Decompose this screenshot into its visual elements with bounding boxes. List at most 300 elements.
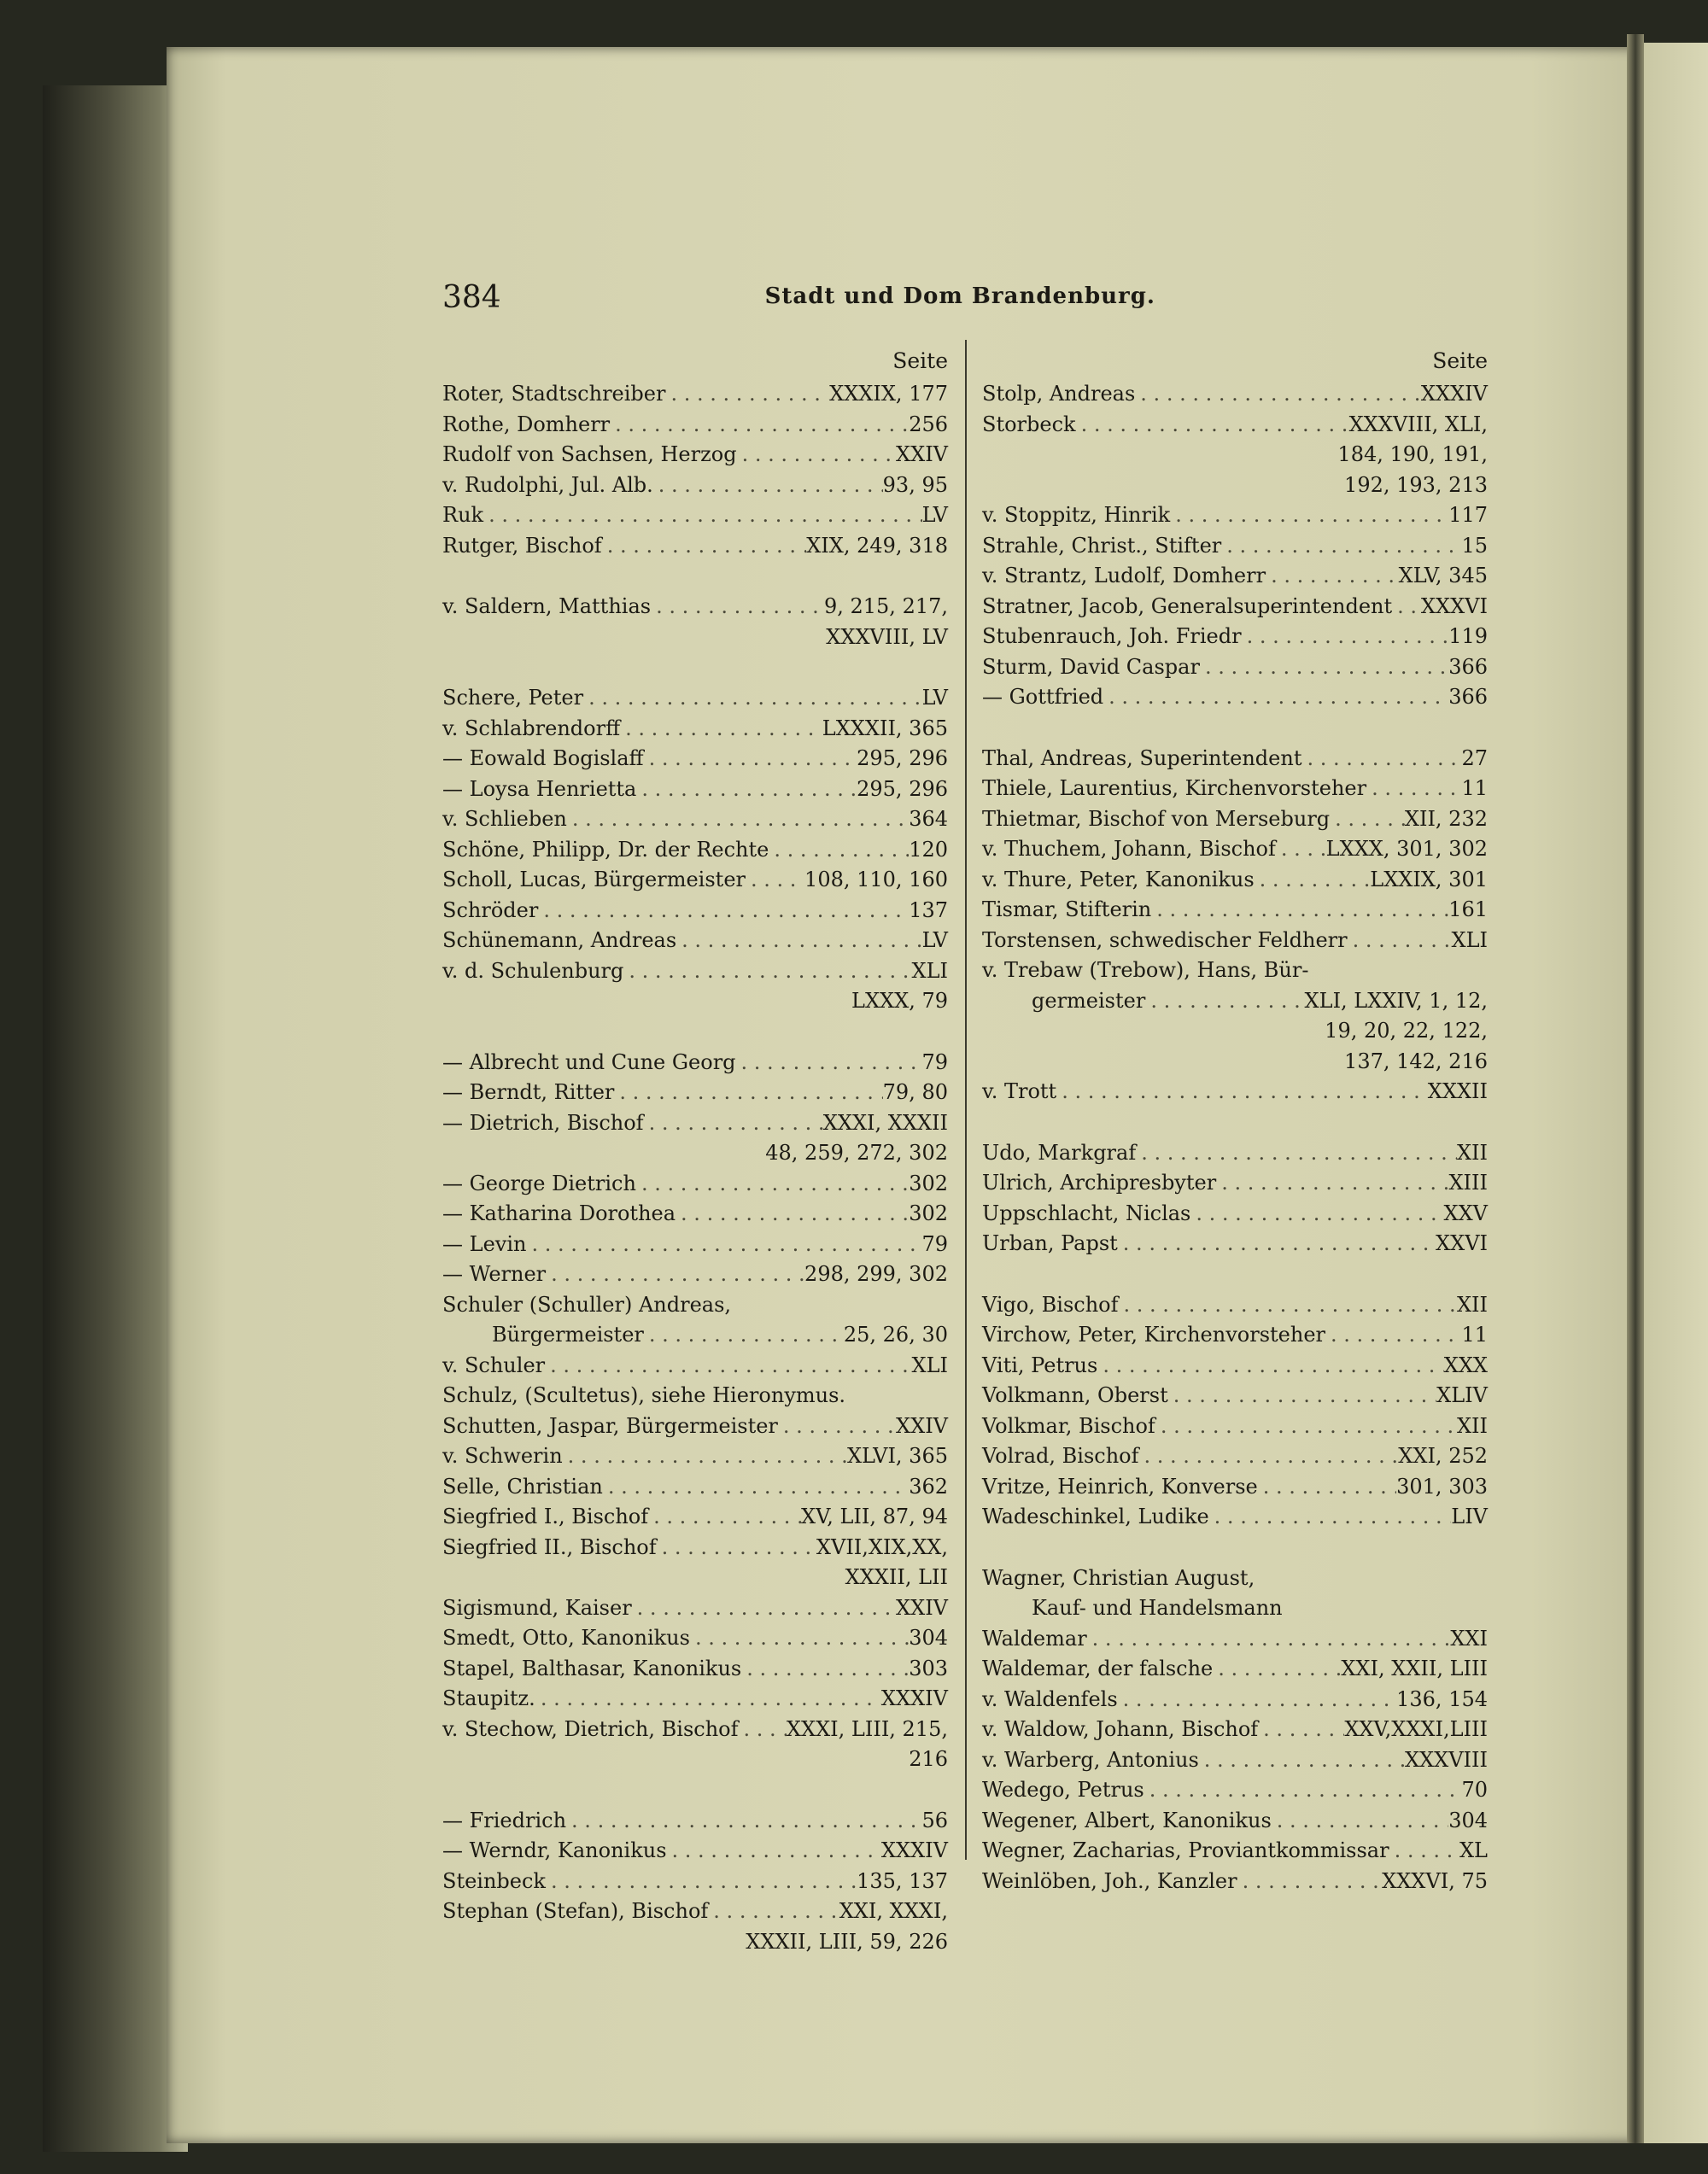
index-entry xyxy=(442,1684,948,1715)
leader-dots xyxy=(602,531,807,562)
section-gap xyxy=(982,1533,1488,1563)
index-entry xyxy=(982,379,1488,410)
entry-name: Wedego, Petrus xyxy=(982,1778,1144,1802)
entry-name: — Dietrich, Bischof xyxy=(442,1110,644,1135)
leader-dots xyxy=(1258,1472,1396,1503)
entry-line xyxy=(982,1472,1488,1503)
leader-dots xyxy=(1097,1351,1443,1382)
entry-list xyxy=(442,379,948,1957)
page-references: 79 xyxy=(921,1049,948,1074)
page-references: 117 xyxy=(1448,503,1488,527)
entry-name: Schöne, Philipp, Dr. der Rechte xyxy=(442,837,769,862)
entry-name: Bürgermeister xyxy=(492,1323,644,1347)
entry-line xyxy=(982,1290,1488,1321)
page-references: XXXIV xyxy=(880,1686,948,1710)
entry-name: v. Schuler xyxy=(442,1353,546,1377)
entry-line xyxy=(982,1138,1488,1169)
index-entry xyxy=(442,531,948,562)
index-entry xyxy=(442,1441,948,1472)
entry-line xyxy=(442,1593,948,1624)
entry-name: — Werndr, Kanonikus xyxy=(442,1838,667,1862)
page-references: 304 xyxy=(909,1626,948,1650)
leader-dots xyxy=(483,500,922,531)
index-entry xyxy=(442,804,948,835)
leader-dots xyxy=(1168,1381,1436,1411)
entry-name: germeister xyxy=(1032,988,1146,1013)
entry-line xyxy=(982,1381,1488,1411)
index-entry xyxy=(982,1472,1488,1503)
leader-dots xyxy=(1301,744,1461,774)
entry-line xyxy=(982,804,1488,835)
leader-dots xyxy=(1135,379,1421,410)
entry-line xyxy=(982,1563,1488,1594)
entry-line xyxy=(442,592,948,622)
leader-dots xyxy=(1118,1685,1396,1715)
page-references: 298, 299, 302 xyxy=(804,1262,948,1286)
index-entry xyxy=(982,1077,1488,1107)
index-entry xyxy=(982,1775,1488,1806)
index-entry xyxy=(442,1502,948,1533)
seite-label: Seite xyxy=(892,348,948,373)
page-references: 366 xyxy=(1448,654,1488,679)
entry-name: — George Dietrich xyxy=(442,1171,636,1195)
page-references: XVII,XIX,XX, xyxy=(816,1534,948,1559)
entry-name: Wadeschinkel, Ludike xyxy=(982,1505,1209,1528)
page-references: 161 xyxy=(1448,897,1488,921)
index-entry xyxy=(982,1806,1488,1837)
leader-dots xyxy=(1237,1867,1383,1897)
entry-name: Scholl, Lucas, Bürgermeister xyxy=(442,868,746,891)
leader-dots xyxy=(546,1259,804,1290)
leader-dots xyxy=(1155,1411,1457,1442)
page-references: 364 xyxy=(909,807,948,831)
entry-name: Steinbeck xyxy=(442,1868,546,1893)
entry-line xyxy=(442,1230,948,1260)
entry-name: Wegener, Albert, Kanonikus xyxy=(982,1808,1272,1832)
entry-line xyxy=(982,865,1488,896)
index-entry xyxy=(982,804,1488,835)
index-entry xyxy=(442,1715,948,1775)
entry-line xyxy=(982,682,1488,713)
entry-line xyxy=(442,470,948,501)
leader-dots xyxy=(636,1169,909,1200)
leader-dots xyxy=(1136,1138,1457,1169)
index-entry xyxy=(982,895,1488,926)
page-references: 11 xyxy=(1461,1323,1488,1347)
index-entry xyxy=(982,744,1488,774)
entry-line xyxy=(982,774,1488,804)
index-column-right xyxy=(982,348,1488,1896)
index-entry xyxy=(982,1502,1488,1533)
page-references: XXXVI xyxy=(1420,593,1488,618)
entry-name: Urban, Papst xyxy=(982,1231,1118,1255)
leader-dots xyxy=(769,835,909,866)
index-entry xyxy=(982,1199,1488,1230)
page-references: 295, 296 xyxy=(857,776,948,801)
entry-line xyxy=(982,500,1488,531)
index-entry xyxy=(442,714,948,745)
leader-dots xyxy=(736,1048,922,1078)
leader-dots xyxy=(1103,682,1448,713)
leader-dots xyxy=(1056,1077,1428,1107)
entry-line xyxy=(442,440,948,470)
leader-dots xyxy=(623,956,911,987)
entry-name: Viti, Petrus xyxy=(982,1353,1098,1377)
page-references: 79, 80 xyxy=(882,1080,948,1104)
leader-dots xyxy=(1144,1775,1462,1806)
index-entry xyxy=(982,531,1488,562)
index-entry xyxy=(442,1533,948,1593)
leader-dots xyxy=(1392,592,1421,622)
entry-name: Wagner, Christian August, xyxy=(982,1565,1255,1590)
entry-line xyxy=(982,1077,1488,1107)
entry-name: Uppschlacht, Niclas xyxy=(982,1201,1191,1225)
leader-dots xyxy=(603,1472,909,1503)
entry-name: Waldemar, der falsche xyxy=(982,1657,1214,1680)
page-references: XXI, XXXI, xyxy=(839,1899,948,1923)
entry-line xyxy=(982,956,1488,986)
entry-line xyxy=(982,592,1488,622)
leader-dots xyxy=(1330,804,1405,835)
entry-line xyxy=(982,1867,1488,1897)
references-continuation: XXXII, LIII, 59, 226 xyxy=(746,1929,948,1954)
page-references: XIX, 249, 318 xyxy=(806,533,948,558)
index-entry xyxy=(982,1563,1488,1594)
section-gap xyxy=(442,652,948,683)
section-gap xyxy=(442,561,948,592)
index-entry xyxy=(982,410,1488,501)
page-references: XLV, 345 xyxy=(1398,564,1488,587)
page-references: 304 xyxy=(1448,1808,1488,1832)
page-references: LV xyxy=(921,686,948,710)
leader-dots xyxy=(737,440,896,470)
index-entry xyxy=(442,592,948,652)
entry-line xyxy=(442,1320,948,1351)
entry-name: v. Waldenfels xyxy=(982,1686,1118,1711)
entry-name: Sturm, David Caspar xyxy=(982,654,1200,679)
page-references: XXXIX, 177 xyxy=(829,382,948,406)
page-references: XXV,XXXI,LIII xyxy=(1344,1717,1488,1741)
entry-line xyxy=(982,986,1488,1017)
page-references: LIV xyxy=(1451,1505,1488,1528)
entry-name: Stephan (Stefan), Bischof xyxy=(442,1899,709,1923)
index-entry xyxy=(982,500,1488,531)
index-entry xyxy=(442,1411,948,1442)
entry-line xyxy=(442,379,948,410)
page-references: XV, LII, 87, 94 xyxy=(801,1505,948,1528)
entry-name: Siegfried II., Bischof xyxy=(442,1534,657,1559)
entry-line xyxy=(442,774,948,805)
leader-dots xyxy=(546,1867,857,1897)
page-references: XLI, LXXIV, 1, 12, xyxy=(1304,988,1488,1013)
entry-name: Stapel, Balthasar, Kanonikus xyxy=(442,1656,742,1680)
entry-line xyxy=(442,744,948,774)
entry-line xyxy=(442,1896,948,1927)
leader-dots xyxy=(1242,622,1449,652)
entry-name: v. Warberg, Antonius xyxy=(982,1747,1199,1772)
leader-dots xyxy=(1076,410,1349,441)
entry-name: Wegner, Zacharias, Proviantkommissar xyxy=(982,1838,1389,1862)
index-entry xyxy=(442,1290,948,1321)
entry-list xyxy=(982,379,1488,1896)
page-references: 27 xyxy=(1461,745,1488,770)
entry-line xyxy=(442,896,948,926)
index-entry xyxy=(982,561,1488,592)
entry-line xyxy=(982,744,1488,774)
page-references: LV xyxy=(921,503,948,527)
entry-name: v. Strantz, Ludolf, Domherr xyxy=(982,564,1266,587)
entry-name: — Katharina Dorothea xyxy=(442,1201,676,1225)
entry-name: v. Schlieben xyxy=(442,807,567,831)
page-references: XXXVI, 75 xyxy=(1382,1868,1488,1893)
index-entry xyxy=(982,1745,1488,1776)
entry-line xyxy=(442,1259,948,1290)
seite-label: Seite xyxy=(1432,348,1488,373)
leader-dots xyxy=(1389,1836,1459,1867)
entry-name: Tismar, Stifterin xyxy=(982,897,1152,921)
index-entry xyxy=(442,410,948,441)
page-references: XXXVIII, XLI, xyxy=(1348,412,1488,436)
references-continuation: 216 xyxy=(909,1747,948,1771)
leader-dots xyxy=(526,1230,921,1260)
leader-dots xyxy=(566,1806,921,1837)
leader-dots xyxy=(535,1684,881,1715)
index-entry xyxy=(442,1836,948,1867)
page-references: XII xyxy=(1456,1140,1488,1165)
entry-name: v. Rudolphi, Jul. Alb. xyxy=(442,472,653,497)
leader-dots xyxy=(1200,652,1448,683)
index-entry xyxy=(982,652,1488,683)
entry-name: Volrad, Bischof xyxy=(982,1444,1139,1468)
entry-line xyxy=(442,804,948,835)
index-entry xyxy=(442,835,948,866)
entry-name: Rutger, Bischof xyxy=(442,533,602,558)
entry-line xyxy=(982,1351,1488,1382)
page-references: 366 xyxy=(1448,685,1488,709)
leader-dots xyxy=(1255,865,1371,896)
entry-name: v. Saldern, Matthias xyxy=(442,594,652,618)
entry-line xyxy=(442,1836,948,1867)
page-references: XXXVIII xyxy=(1404,1747,1488,1772)
index-entry xyxy=(442,865,948,896)
page-references: XXIV xyxy=(896,442,948,466)
entry-name: Siegfried I., Bischof xyxy=(442,1505,649,1528)
references-continuation: LXXX, 79 xyxy=(851,989,948,1013)
index-entry xyxy=(442,1108,948,1169)
entry-name: v. Schwerin xyxy=(442,1444,563,1468)
page-references: XXXI, LIII, 215, xyxy=(786,1716,948,1741)
page-references: XLI xyxy=(1451,927,1488,952)
page-references: XXIV xyxy=(896,1413,948,1438)
page-references: XII xyxy=(1456,1292,1488,1317)
page-references: XLVI, 365 xyxy=(846,1444,948,1468)
entry-name: Ruk xyxy=(442,503,484,527)
section-gap xyxy=(442,1017,948,1048)
index-entry xyxy=(982,926,1488,956)
page-references: 15 xyxy=(1461,533,1488,558)
page-references: 93, 95 xyxy=(882,472,948,497)
entry-line xyxy=(442,1684,948,1715)
references-continuation: 137, 142, 216 xyxy=(1344,1049,1488,1073)
page-references: 25, 26, 30 xyxy=(843,1323,948,1347)
entry-name: v. Thuchem, Johann, Bischof xyxy=(982,837,1276,861)
entry-line xyxy=(442,1078,948,1108)
index-entry xyxy=(442,926,948,956)
leader-dots xyxy=(1366,774,1461,804)
leader-dots xyxy=(746,865,804,896)
index-entry xyxy=(442,440,948,470)
entry-name: v. Thure, Peter, Kanonikus xyxy=(982,867,1255,891)
references-continuation: 48, 259, 272, 302 xyxy=(765,1141,948,1165)
entry-line xyxy=(442,865,948,896)
column-heading xyxy=(442,348,948,379)
entry-line xyxy=(442,1411,948,1442)
entry-name: Volkmann, Oberst xyxy=(982,1383,1168,1407)
index-entry xyxy=(442,956,948,1017)
entry-name: Thietmar, Bischof von Merseburg xyxy=(982,806,1331,831)
index-entry xyxy=(442,1623,948,1654)
index-column-left xyxy=(442,348,948,1957)
index-entry xyxy=(442,1169,948,1200)
index-entry xyxy=(982,834,1488,865)
index-entry xyxy=(982,1320,1488,1351)
page-references: XLI xyxy=(911,958,948,983)
leader-dots xyxy=(648,1502,801,1533)
index-entry xyxy=(442,1259,948,1290)
leader-dots xyxy=(583,683,922,714)
index-entry xyxy=(982,1411,1488,1442)
entry-name: v. Stoppitz, Hinrik xyxy=(982,503,1171,527)
index-entry xyxy=(982,1351,1488,1382)
entry-name: Udo, Markgraf xyxy=(982,1140,1137,1165)
page-references: XII xyxy=(1456,1413,1488,1438)
page-references: LXXX, 301, 302 xyxy=(1325,837,1488,861)
leader-dots xyxy=(1276,834,1326,865)
entry-line xyxy=(982,1229,1488,1259)
page-references: 11 xyxy=(1461,776,1488,800)
entry-name: Schünemann, Andreas xyxy=(442,928,677,952)
entry-name: — Levin xyxy=(442,1231,527,1256)
page-references: XXIV xyxy=(896,1595,948,1620)
page-references: 303 xyxy=(909,1656,948,1680)
entry-line xyxy=(442,714,948,745)
page-references: XXV xyxy=(1443,1201,1488,1225)
index-entry xyxy=(442,1806,948,1837)
entry-name: Schuler (Schuller) Andreas, xyxy=(442,1292,732,1317)
entry-line xyxy=(982,1836,1488,1867)
entry-name: Schröder xyxy=(442,897,539,922)
entry-name: Vigo, Bischof xyxy=(982,1292,1119,1317)
leader-dots xyxy=(644,744,857,774)
entry-line xyxy=(982,1441,1488,1472)
entry-name: Sigismund, Kaiser xyxy=(442,1595,632,1620)
entry-name: — Loysa Henrietta xyxy=(442,776,637,801)
index-entry xyxy=(442,1381,948,1411)
page-references: 137 xyxy=(909,897,948,922)
page-header xyxy=(442,280,1155,314)
entry-name: — Albrecht und Cune Georg xyxy=(442,1049,736,1074)
leader-dots xyxy=(567,804,909,835)
entry-name: v. Schlabrendorff xyxy=(442,716,621,740)
index-entry xyxy=(442,1048,948,1078)
page-references: 301, 303 xyxy=(1396,1474,1488,1499)
page-references: 119 xyxy=(1448,624,1488,648)
page-number: 384 xyxy=(442,280,501,315)
index-entry xyxy=(982,1290,1488,1321)
entry-name: Schere, Peter xyxy=(442,686,584,710)
references-continuation: 184, 190, 191, xyxy=(1337,442,1488,466)
index-entry xyxy=(982,1867,1488,1897)
entry-name: — Berndt, Ritter xyxy=(442,1080,615,1104)
leader-dots xyxy=(644,1108,823,1139)
entry-line xyxy=(982,1685,1488,1715)
leader-dots xyxy=(1087,1624,1451,1655)
page-references: XII, 232 xyxy=(1404,806,1488,831)
entry-name: Kauf- und Handelsmann xyxy=(1032,1596,1283,1620)
index-entry xyxy=(982,1715,1488,1745)
leader-dots xyxy=(644,1320,844,1351)
page-references: 70 xyxy=(1461,1778,1488,1802)
leader-dots xyxy=(538,896,909,926)
entry-line xyxy=(442,1048,948,1078)
leader-dots xyxy=(708,1896,839,1927)
entry-line xyxy=(442,926,948,956)
index-entry xyxy=(982,592,1488,622)
entry-name: Thiele, Laurentius, Kirchenvorsteher xyxy=(982,776,1367,800)
index-entry xyxy=(982,1381,1488,1411)
index-entry xyxy=(442,744,948,774)
entry-line xyxy=(442,1351,948,1382)
leader-dots xyxy=(1266,561,1399,592)
entry-line xyxy=(982,895,1488,926)
index-entry xyxy=(982,622,1488,652)
leader-dots xyxy=(653,470,883,501)
page-references: XXX xyxy=(1443,1353,1488,1377)
entry-name: Stolp, Andreas xyxy=(982,382,1136,406)
index-entry xyxy=(982,1138,1488,1169)
running-title: Stadt und Dom Brandenburg. xyxy=(764,283,1155,309)
references-continuation: 19, 20, 22, 122, xyxy=(1325,1019,1488,1043)
entry-line xyxy=(442,1806,948,1837)
index-entry xyxy=(982,1229,1488,1259)
page-references: LV xyxy=(921,928,948,952)
leader-dots xyxy=(1209,1502,1452,1533)
leader-dots xyxy=(1119,1290,1457,1321)
entry-line xyxy=(442,1472,948,1503)
entry-line xyxy=(442,1533,948,1563)
entry-line xyxy=(982,531,1488,562)
leader-dots xyxy=(690,1623,909,1654)
page-references: XLI xyxy=(911,1353,948,1377)
leader-dots xyxy=(741,1654,909,1685)
leader-dots xyxy=(614,1078,882,1108)
entry-line xyxy=(442,500,948,531)
page-references: XXXII xyxy=(1427,1079,1488,1103)
entry-line xyxy=(982,1806,1488,1837)
entry-line xyxy=(982,561,1488,592)
entry-name: Torstensen, schwedischer Feldherr xyxy=(982,927,1348,952)
entry-line xyxy=(982,1654,1488,1685)
page-references: 302 xyxy=(909,1201,948,1225)
leader-dots xyxy=(1199,1745,1405,1776)
page-references: XIII xyxy=(1448,1171,1488,1195)
entry-name: Waldemar xyxy=(982,1626,1087,1651)
book-gutter xyxy=(1627,34,1644,2143)
entry-name: Rudolf von Sachsen, Herzog xyxy=(442,442,737,466)
entry-name: — Eowald Bogislaff xyxy=(442,746,644,770)
entry-name: — Gottfried xyxy=(982,685,1104,709)
page-references: 136, 154 xyxy=(1396,1686,1488,1711)
